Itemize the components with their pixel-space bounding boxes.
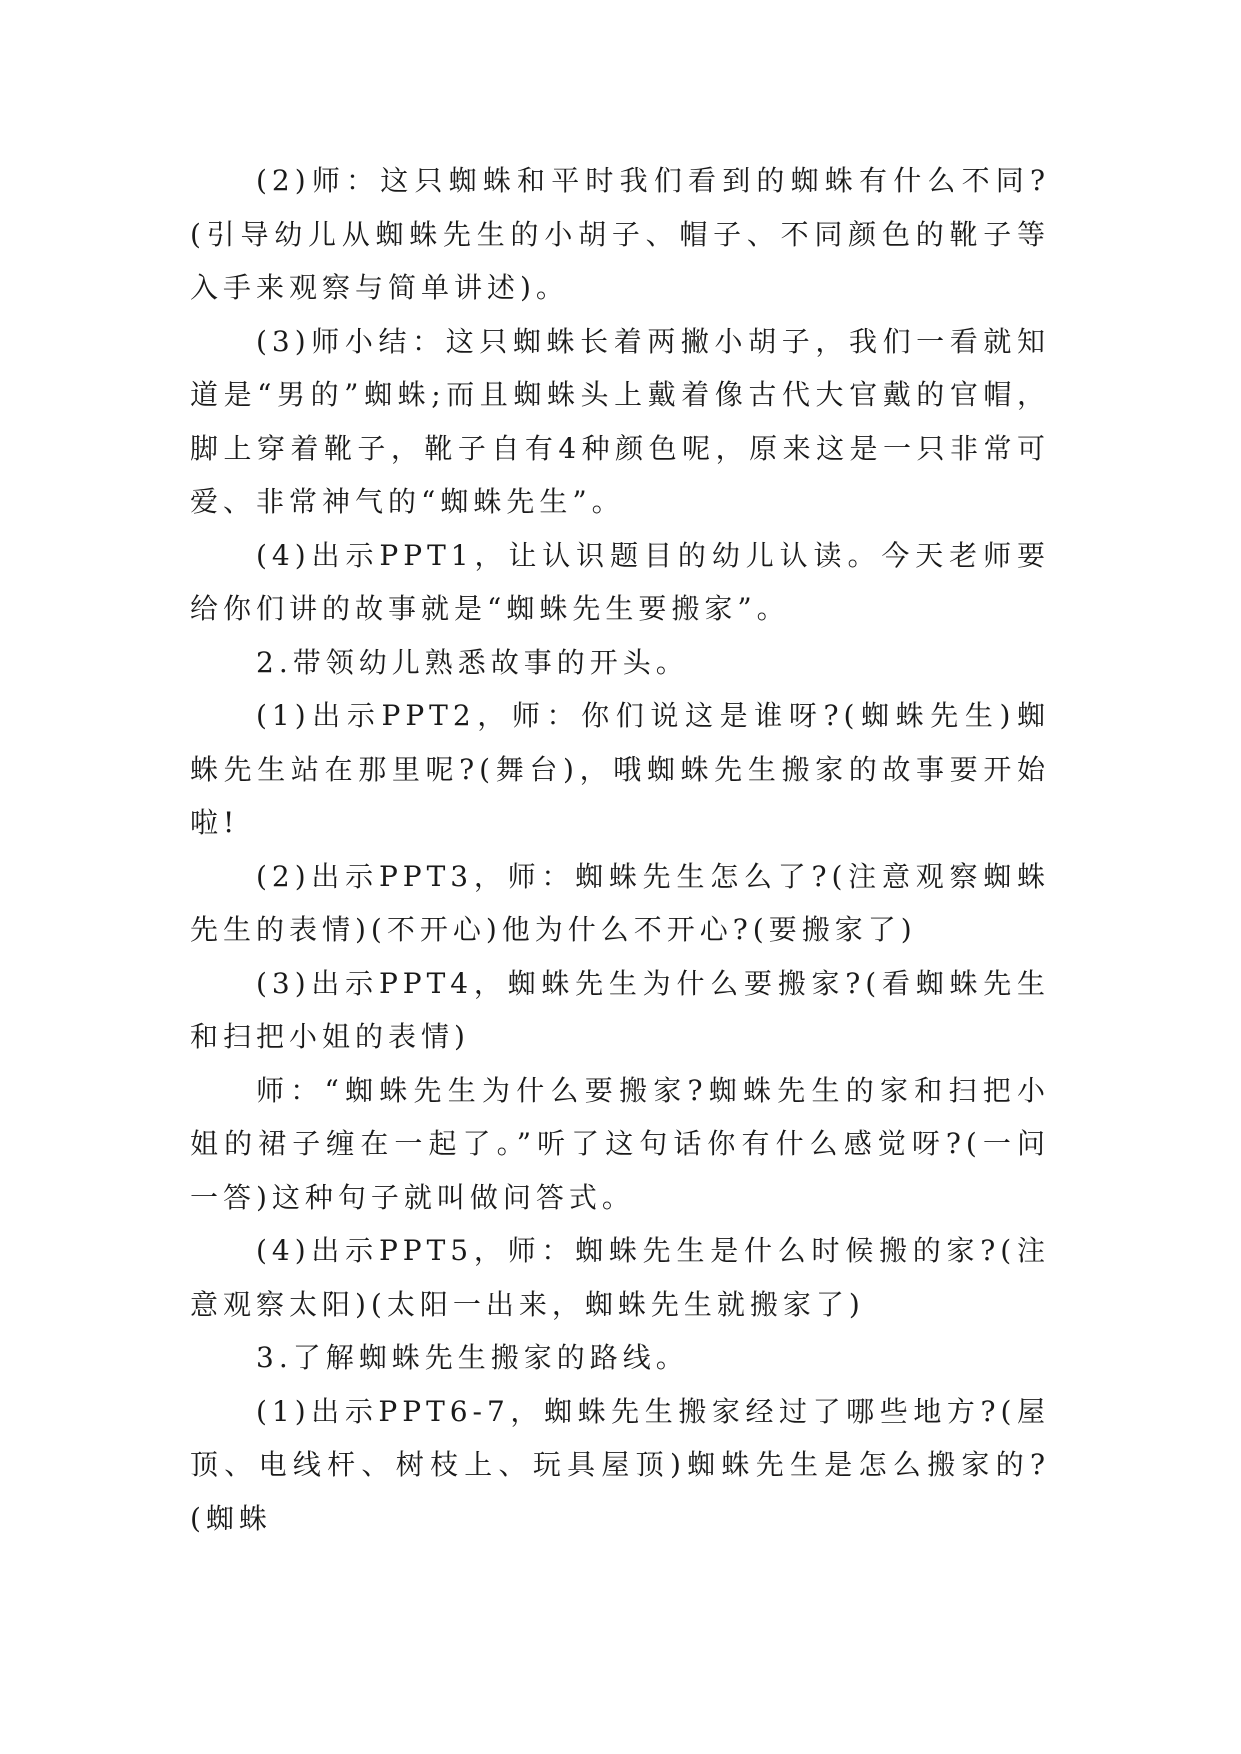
section-heading: 3.了解蜘蛛先生搬家的路线。: [256, 1341, 689, 1374]
paragraph: 师：“蜘蛛先生为什么要搬家?蜘蛛先生的家和扫把小姐的裙子缠在一起了。”听了这句话你有什么感觉呀?(一问一答)这种句子就叫做问答式。: [190, 1073, 1050, 1214]
paragraph: (4)出示PPT5，师：蜘蛛先生是什么时候搬的家?(注意观察太阳)(太阳一出来，蜘蛛先生就搬家了): [190, 1234, 1050, 1321]
document-body: [190, 154, 1050, 1545]
paragraph: (1)出示PPT2，师：你们说这是谁呀?(蜘蛛先生)蜘蛛先生站在那里呢?(舞台)，哦蜘蛛先生搬家的故事要开始啦!: [190, 699, 1050, 839]
section-heading: 2.带领幼儿熟悉故事的开头。: [256, 645, 689, 679]
paragraph: (3)师小结：这只蜘蛛长着两撇小胡子，我们一看就知道是“男的”蜘蛛;而且蜘蛛头上戴着像古代大官戴的官帽，脚上穿着靴子，靴子自有4种颜色呢，原来这是一只非常可爱、非常神气的“蜘蛛先生”。: [190, 324, 1050, 518]
paragraph: (2)出示PPT3，师：蜘蛛先生怎么了?(注意观察蜘蛛先生的表情)(不开心)他为什么不开心?(要搬家了): [190, 859, 1050, 946]
paragraph: (2)师：这只蜘蛛和平时我们看到的蜘蛛有什么不同?(引导幼儿从蜘蛛先生的小胡子、帽子、不同颜色的靴子等入手来观察与简单讲述)。: [190, 164, 1050, 304]
paragraph: (1)出示PPT6-7，蜘蛛先生搬家经过了哪些地方?(屋顶、电线杆、树枝上、玩具屋顶)蜘蛛先生是怎么搬家的?(蜘蛛: [190, 1394, 1050, 1535]
paragraph: (4)出示PPT1，让认识题目的幼儿认读。今天老师要给你们讲的故事就是“蜘蛛先生要搬家”。: [190, 538, 1050, 625]
paragraph: (3)出示PPT4，蜘蛛先生为什么要搬家?(看蜘蛛先生和扫把小姐的表情): [190, 966, 1050, 1053]
